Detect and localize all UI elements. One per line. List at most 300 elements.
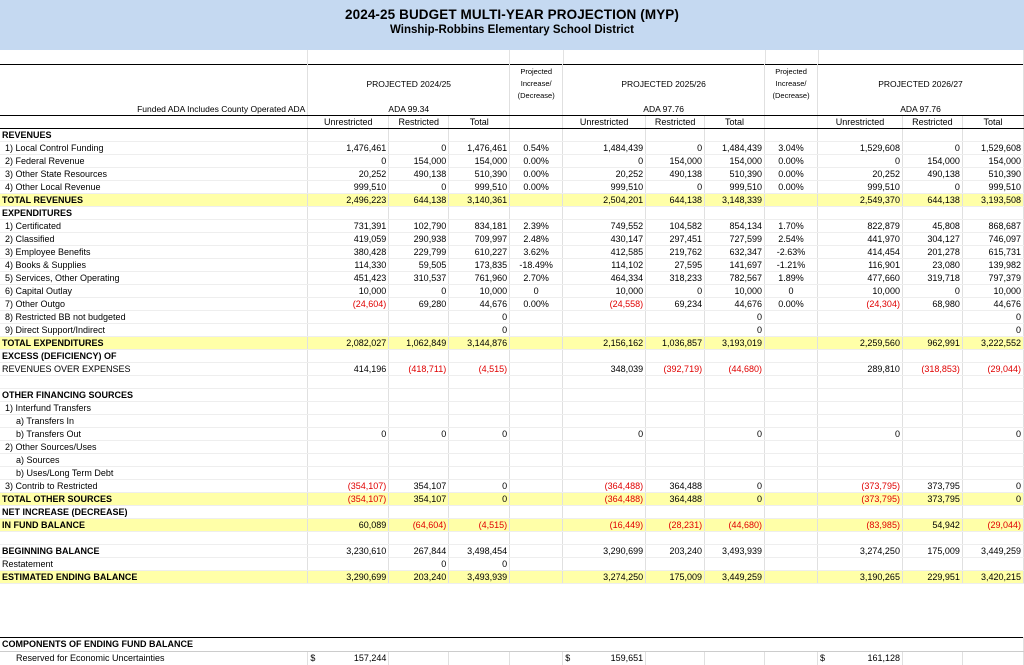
pct-cell [765,350,818,363]
value-cell [902,441,962,454]
value-cell: 999,510 [705,181,765,194]
value-cell: 114,102 [563,259,646,272]
pct-cell [510,545,563,558]
col-total: Total [449,116,510,129]
currency-symbol: $ [820,653,826,663]
reserve-year2: $ 159,651 [563,652,646,665]
value-cell: 1,036,857 [646,337,705,350]
value-cell: 0 [389,285,449,298]
value-cell [818,467,903,480]
pct-cell [765,480,818,493]
year1-title: PROJECTED 2024/25 [308,65,510,104]
value-cell [449,467,510,480]
value-cell: 175,009 [902,545,962,558]
table-row [0,272,1024,285]
total-row [0,571,1024,584]
value-cell [563,324,646,337]
pct-cell: 3.04% [765,142,818,155]
value-cell: 2,504,201 [563,194,646,207]
value-cell: 380,428 [308,246,389,259]
pct-cell: 1.89% [765,272,818,285]
value-cell [962,207,1023,220]
value-cell [389,129,449,142]
table-row [0,480,1024,493]
value-cell: 644,138 [389,194,449,207]
pct-cell [510,350,563,363]
value-cell: 962,991 [902,337,962,350]
pct-cell [510,506,563,519]
col-unrestricted: Unrestricted [818,116,903,129]
value-cell [308,506,389,519]
value-cell: 364,488 [646,480,705,493]
value-cell: (364,488) [563,480,646,493]
value-cell: 373,795 [902,480,962,493]
pct-cell [510,532,563,545]
pct-cell [765,532,818,545]
pct-cell [510,454,563,467]
pct-cell: 0.00% [510,168,563,181]
value-cell: (418,711) [389,363,449,376]
value-cell: 490,138 [902,168,962,181]
value-cell: 2,496,223 [308,194,389,207]
value-cell [449,402,510,415]
value-cell: 451,423 [308,272,389,285]
value-cell: 510,390 [705,168,765,181]
value-cell: 69,280 [389,298,449,311]
pct-cell: -1.21% [765,259,818,272]
value-cell [902,207,962,220]
pct-cell [510,389,563,402]
value-cell: 419,059 [308,233,389,246]
value-cell [646,402,705,415]
value-cell: (64,604) [389,519,449,532]
value-cell: 304,127 [902,233,962,246]
pct-cell [765,454,818,467]
value-cell [646,324,705,337]
value-cell: 229,799 [389,246,449,259]
row-label: 4) Books & Supplies [0,259,308,272]
value-cell: 854,134 [705,220,765,233]
row-label: IN FUND BALANCE [0,519,308,532]
value-cell: (44,680) [705,519,765,532]
value-cell: 116,901 [818,259,903,272]
table-row [0,532,1024,545]
value-cell: 0 [449,324,510,337]
col-restricted: Restricted [646,116,705,129]
value-cell [646,129,705,142]
value-cell: 3,493,939 [705,545,765,558]
value-cell [449,207,510,220]
value-cell: 0 [705,428,765,441]
value-cell: 510,390 [449,168,510,181]
table-row [0,324,1024,337]
value-cell [646,454,705,467]
pct-cell: 0 [510,285,563,298]
pct-cell: 0.00% [510,298,563,311]
value-cell: 3,493,939 [449,571,510,584]
value-cell: (29,044) [962,363,1023,376]
pct-cell [765,506,818,519]
pct-cell [765,441,818,454]
value-cell [449,389,510,402]
value-cell: 430,147 [563,233,646,246]
pct-cell: 2.48% [510,233,563,246]
value-cell: 761,960 [449,272,510,285]
value-cell: (16,449) [563,519,646,532]
value-cell: 3,222,552 [962,337,1023,350]
row-label: 1) Interfund Transfers [0,402,308,415]
pct-cell [765,324,818,337]
value-cell [962,506,1023,519]
value-cell: (28,231) [646,519,705,532]
value-cell [563,506,646,519]
value-cell: 175,009 [646,571,705,584]
value-cell: 20,252 [563,168,646,181]
row-label: NET INCREASE (DECREASE) [0,506,308,519]
value-cell: (24,558) [563,298,646,311]
value-cell: 354,107 [389,493,449,506]
value-cell [902,324,962,337]
pct-cell: 0.00% [765,181,818,194]
table-row [0,506,1024,519]
pct-cell [510,324,563,337]
pct-cell [510,428,563,441]
value-cell [962,415,1023,428]
value-cell: 154,000 [449,155,510,168]
pct-cell [765,207,818,220]
total-row [0,194,1024,207]
row-label: Restatement [0,558,308,571]
pct-cell [765,428,818,441]
district-name: Winship-Robbins Elementary School District [390,24,634,36]
value-cell: 3,190,265 [818,571,903,584]
value-cell [646,376,705,389]
value-cell: 1,484,439 [563,142,646,155]
table-row [0,246,1024,259]
value-cell: 999,510 [308,181,389,194]
value-cell: 1,529,608 [962,142,1023,155]
table-row [0,350,1024,363]
row-label: OTHER FINANCING SOURCES [0,389,308,402]
value-cell [705,389,765,402]
value-cell [902,389,962,402]
value-cell [389,207,449,220]
value-cell: 610,227 [449,246,510,259]
value-cell: 3,140,361 [449,194,510,207]
value-cell: 0 [646,142,705,155]
pct-header-2: Projected Increase/ (Decrease) [765,65,818,104]
value-cell [818,350,903,363]
value-cell: 60,089 [308,519,389,532]
value-cell: 104,582 [646,220,705,233]
pct-cell [510,129,563,142]
table-row [0,298,1024,311]
value-cell: 68,980 [902,298,962,311]
value-cell: 0 [902,285,962,298]
value-cell [563,415,646,428]
pct-cell: 2.70% [510,272,563,285]
value-cell: 999,510 [818,181,903,194]
value-cell: 3,274,250 [563,571,646,584]
currency-symbol: $ [565,653,571,663]
projection-table [0,64,1024,584]
value-cell [308,350,389,363]
value-cell: 0 [308,155,389,168]
value-cell [389,402,449,415]
value-cell: 318,233 [646,272,705,285]
value-cell [818,532,903,545]
pct-cell: 0.00% [765,168,818,181]
value-cell [308,467,389,480]
value-cell [818,389,903,402]
value-cell: 44,676 [449,298,510,311]
value-cell: (364,488) [563,493,646,506]
value-cell: 0 [389,142,449,155]
value-cell [563,376,646,389]
table-row [0,233,1024,246]
value-cell: 0 [962,428,1023,441]
value-cell: 0 [902,181,962,194]
pct-cell [510,519,563,532]
row-label: 2) Federal Revenue [0,155,308,168]
value-cell: 0 [449,493,510,506]
value-cell: 0 [962,493,1023,506]
value-cell [308,129,389,142]
value-cell: 3,274,250 [818,545,903,558]
value-cell: 709,997 [449,233,510,246]
value-cell: 139,982 [962,259,1023,272]
value-cell: (44,680) [705,363,765,376]
value-cell: 412,585 [563,246,646,259]
row-label: b) Uses/Long Term Debt [0,467,308,480]
pct-cell [765,363,818,376]
value-cell: 0 [449,311,510,324]
value-cell [705,129,765,142]
value-cell: (29,044) [962,519,1023,532]
value-cell: 2,156,162 [563,337,646,350]
row-label [0,532,308,545]
value-cell: 59,505 [389,259,449,272]
col-unrestricted: Unrestricted [308,116,389,129]
value-cell [308,441,389,454]
row-label: TOTAL REVENUES [0,194,308,207]
pct-cell [765,402,818,415]
value-cell [563,350,646,363]
value-cell [563,532,646,545]
value-cell [389,441,449,454]
reserve-year1: $ 157,244 [308,652,389,665]
row-label: 3) Other State Resources [0,168,308,181]
value-cell: 10,000 [705,285,765,298]
value-cell [389,415,449,428]
pct-cell [510,402,563,415]
value-cell: 20,252 [818,168,903,181]
value-cell: 3,193,508 [962,194,1023,207]
value-cell: 154,000 [389,155,449,168]
year1-ada: ADA 99.34 [308,103,510,116]
value-cell: 999,510 [962,181,1023,194]
value-cell [902,428,962,441]
value-cell [308,402,389,415]
value-cell [646,207,705,220]
value-cell [962,558,1023,571]
value-cell: 490,138 [646,168,705,181]
value-cell [902,402,962,415]
row-label: b) Transfers Out [0,428,308,441]
row-label: 9) Direct Support/Indirect [0,324,308,337]
value-cell: 373,795 [902,493,962,506]
value-cell: 0 [818,155,903,168]
value-cell: (373,795) [818,480,903,493]
pct-cell [765,337,818,350]
value-cell [449,129,510,142]
table-row [0,376,1024,389]
value-cell [705,350,765,363]
value-cell [818,402,903,415]
table-row [0,285,1024,298]
pct-cell [510,337,563,350]
value-cell [962,350,1023,363]
value-cell [705,402,765,415]
row-label: 8) Restricted BB not budgeted [0,311,308,324]
table-row [0,402,1024,415]
pct-cell [510,415,563,428]
value-cell [962,454,1023,467]
value-cell [563,129,646,142]
value-cell: 834,181 [449,220,510,233]
value-cell: 868,687 [962,220,1023,233]
value-cell [449,532,510,545]
spacer-strip [0,50,1024,64]
value-cell: 173,835 [449,259,510,272]
table-row [0,558,1024,571]
value-cell: (4,515) [449,363,510,376]
pct-cell [765,467,818,480]
row-label: a) Transfers In [0,415,308,428]
pct-cell [765,493,818,506]
total-row [0,337,1024,350]
value-cell: 44,676 [705,298,765,311]
value-cell: 348,039 [563,363,646,376]
value-cell: 0 [389,428,449,441]
value-cell: 3,148,339 [705,194,765,207]
value-cell [902,376,962,389]
value-cell: 441,970 [818,233,903,246]
row-label: 5) Services, Other Operating [0,272,308,285]
value-cell [902,415,962,428]
value-cell: 267,844 [389,545,449,558]
pct-cell [765,571,818,584]
value-cell [646,441,705,454]
value-cell: 0 [389,558,449,571]
value-cell: 10,000 [962,285,1023,298]
row-label: BEGINNING BALANCE [0,545,308,558]
value-cell [389,376,449,389]
value-cell: 632,347 [705,246,765,259]
table-row [0,129,1024,142]
pct-cell: 0.00% [510,155,563,168]
value-cell [563,311,646,324]
year2-title: PROJECTED 2025/26 [563,65,765,104]
value-cell [389,350,449,363]
value-cell: 354,107 [389,480,449,493]
value-cell: 45,808 [902,220,962,233]
pct-cell [510,376,563,389]
value-cell: 10,000 [818,285,903,298]
table-row [0,545,1024,558]
year2-ada: ADA 97.76 [563,103,765,116]
value-cell [646,389,705,402]
value-cell: 319,718 [902,272,962,285]
value-cell [308,324,389,337]
value-cell [389,454,449,467]
value-cell: 644,138 [646,194,705,207]
value-cell [818,558,903,571]
value-cell: 102,790 [389,220,449,233]
components-table [0,637,1024,665]
value-cell: 1,476,461 [449,142,510,155]
pct-cell: 0.54% [510,142,563,155]
value-cell [389,311,449,324]
value-cell: (83,985) [818,519,903,532]
reserve-label: Reserved for Economic Uncertainties [0,652,308,665]
value-cell [563,441,646,454]
pct-cell [510,194,563,207]
value-cell: 3,290,699 [563,545,646,558]
value-cell: 1,476,461 [308,142,389,155]
row-label: EXPENDITURES [0,207,308,220]
value-cell: 0 [449,428,510,441]
value-cell [389,532,449,545]
value-cell: 0 [563,428,646,441]
col-restricted: Restricted [389,116,449,129]
pct-cell [510,480,563,493]
value-cell [902,454,962,467]
value-cell: 69,234 [646,298,705,311]
value-cell [818,441,903,454]
row-label: TOTAL OTHER SOURCES [0,493,308,506]
value-cell [646,506,705,519]
table-row [0,259,1024,272]
value-cell: (373,795) [818,493,903,506]
value-cell: 10,000 [449,285,510,298]
value-cell: 1,484,439 [705,142,765,155]
value-cell [646,558,705,571]
value-cell: 464,334 [563,272,646,285]
table-row [0,142,1024,155]
value-cell: 1,062,849 [389,337,449,350]
value-cell [962,467,1023,480]
value-cell [962,532,1023,545]
value-cell: 44,676 [962,298,1023,311]
pct-cell [765,519,818,532]
value-cell: 2,549,370 [818,194,903,207]
value-cell: 727,599 [705,233,765,246]
value-cell: 414,196 [308,363,389,376]
row-label: EXCESS (DEFICIENCY) OF [0,350,308,363]
value-cell [449,441,510,454]
pct-cell [510,571,563,584]
table-row [0,311,1024,324]
value-cell [646,428,705,441]
value-cell: 297,451 [646,233,705,246]
table-row [0,389,1024,402]
value-cell: 219,762 [646,246,705,259]
value-cell [308,311,389,324]
pct-cell: 2.54% [765,233,818,246]
table-row [0,220,1024,233]
col-unrestricted: Unrestricted [563,116,646,129]
